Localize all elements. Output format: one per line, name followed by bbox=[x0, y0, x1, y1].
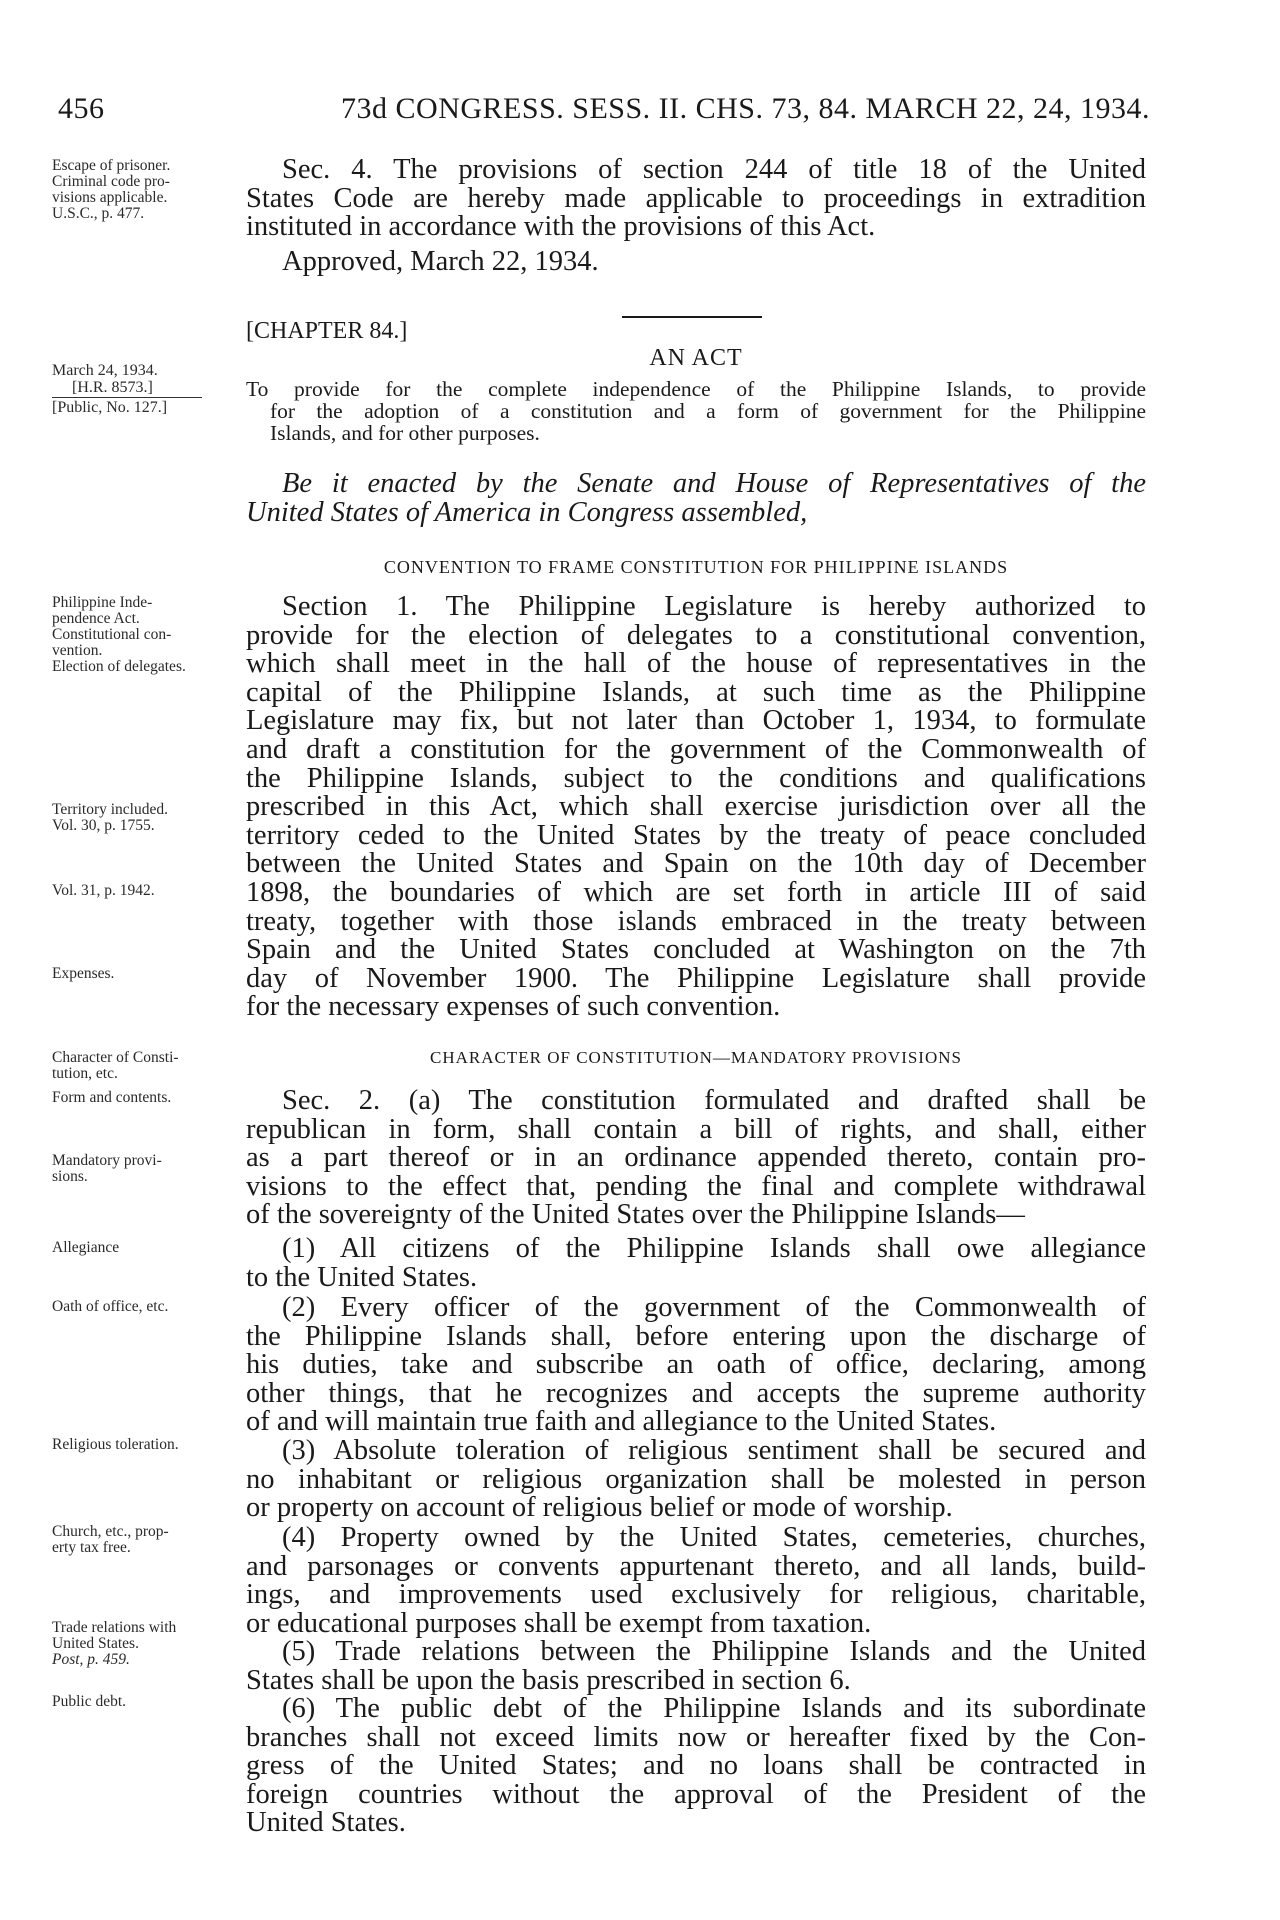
margin-note-trade: Trade relations with United States. bbox=[52, 1619, 177, 1652]
item-6: (6) The public debt of the Philippine Islands and its subordinate branches shall not exceed limits now or hereafter fixed by the Con- gress of the United States; and no loans shall be contracted in foreign countries without the approval of the President of the United States. bbox=[246, 1693, 1146, 1839]
heading-convention: CONVENTION TO FRAME CONSTITUTION FOR PHILIPPINE ISLANDS bbox=[383, 557, 1009, 577]
margin-note-post: Post, p. 459. bbox=[52, 1651, 130, 1668]
margin-note-vol31: Vol. 31, p. 1942. bbox=[52, 882, 155, 899]
margin-note-independence: Philippine Inde- pendence Act. Constitutional con- vention. Election of delegates. bbox=[52, 594, 186, 675]
item-5: (5) Trade relations between the Philippine Islands and the United States shall be upon the basis prescribed in section 6. bbox=[246, 1636, 1146, 1696]
page-number: 456 bbox=[58, 92, 105, 125]
act-purpose: To provide for the complete independence of the Philippine Islands, to provide for the adoption of a constitution and a form of government for the Philippine Islands, and for other purposes. bbox=[246, 377, 1146, 445]
margin-note-date: March 24, 1934. [H.R. 8573.] [Public, No. 127.] bbox=[52, 362, 238, 416]
act-title: AN ACT bbox=[649, 345, 743, 371]
section-4: Sec. 4. The provisions of section 244 of title 18 of the United States Code are hereby made applicable to proceedings in extradition instituted in accordance with the provisions of this Act. bbox=[246, 154, 1146, 243]
item-3: (3) Absolute toleration of religious sentiment shall be secured and no inhabitant or religious organization shall be molested in person or property on account of religious belief or mode of worship. bbox=[246, 1435, 1146, 1524]
margin-note-allegiance: Allegiance bbox=[52, 1239, 120, 1256]
approval-line: Approved, March 22, 1934. bbox=[282, 246, 599, 277]
margin-note-religious: Religious toleration. bbox=[52, 1436, 179, 1453]
margin-note-debt: Public debt. bbox=[52, 1693, 127, 1710]
margin-note-mandatory: Mandatory provi- sions. bbox=[52, 1152, 162, 1185]
heading-character: CHARACTER OF CONSTITUTION—MANDATORY PROVISIONS bbox=[430, 1048, 962, 1067]
running-header bbox=[58, 92, 1150, 126]
item-2: (2) Every officer of the government of the Commonwealth of the Philippine Islands shall, before entering upon the discharge of his duties, take and subscribe an oath of office, declaring, among other things, that he recognizes and accepts the supreme authority of and will maintain true faith and allegiance to the United States. bbox=[246, 1292, 1146, 1438]
margin-note-escape: Escape of prisoner. Criminal code pro- visions applicable. U.S.C., p. 477. bbox=[52, 157, 171, 222]
margin-note-territory: Territory included. Vol. 30, p. 1755. bbox=[52, 801, 168, 834]
margin-note-character: Character of Consti- tution, etc. bbox=[52, 1049, 179, 1082]
section-1: Section 1. The Philippine Legislature is hereby authorized to provide for the election of delegates to a constitutional convention, which shall meet in the hall of the house of representatives in the capital of the Philippine Islands, at such time as the Philippine Legislature may fix, but not later than October 1, 1934, to formulate and draft a constitution for the government of the Commonwealth of the Philippine Islands, subject to the conditions and qualifications prescribed in this Act, which shall exercise jurisdiction over all the territory ceded to the United States by the treaty of peace concluded between the United States and Spain on the 10th day of December 1898, the boundaries of which are set forth in article III of said treaty, together with those islands embraced in the treaty between Spain and the United States concluded at Washington on the 7th day of November 1900. The Philippine Legislature shall provide for the necessary expenses of such convention. bbox=[246, 591, 1146, 1023]
margin-note-church: Church, etc., prop- erty tax free. bbox=[52, 1523, 169, 1556]
enacting-clause: Be it enacted by the Senate and House of Representatives of the United States of America in Congress assembled, bbox=[246, 468, 1146, 528]
item-4: (4) Property owned by the United States, cemeteries, churches, and parsonages or convents appurtenant thereto, and all lands, build- ings, and improvements used exclusively for religious, charitable, or educational purposes shall be exempt from taxation. bbox=[246, 1522, 1146, 1639]
margin-note-oath: Oath of office, etc. bbox=[52, 1298, 169, 1315]
section-2: Sec. 2. (a) The constitution formulated and drafted shall be republican in form, shall contain a bill of rights, and shall, either as a part thereof or in an ordinance appended thereto, contain pro- visions to the effect that, pending the final and complete withdrawal of the sovereignty of the United States over the Philippine Islands— bbox=[246, 1085, 1146, 1231]
margin-note-expenses: Expenses. bbox=[52, 965, 115, 982]
running-title: 73d CONGRESS. SESS. II. CHS. 73, 84. MARCH 22, 24, 1934. bbox=[341, 92, 1150, 125]
chapter-label: [CHAPTER 84.] bbox=[246, 318, 408, 344]
item-1: (1) All citizens of the Philippine Islands shall owe allegiance to the United States. bbox=[246, 1233, 1146, 1293]
margin-note-form: Form and contents. bbox=[52, 1089, 172, 1106]
